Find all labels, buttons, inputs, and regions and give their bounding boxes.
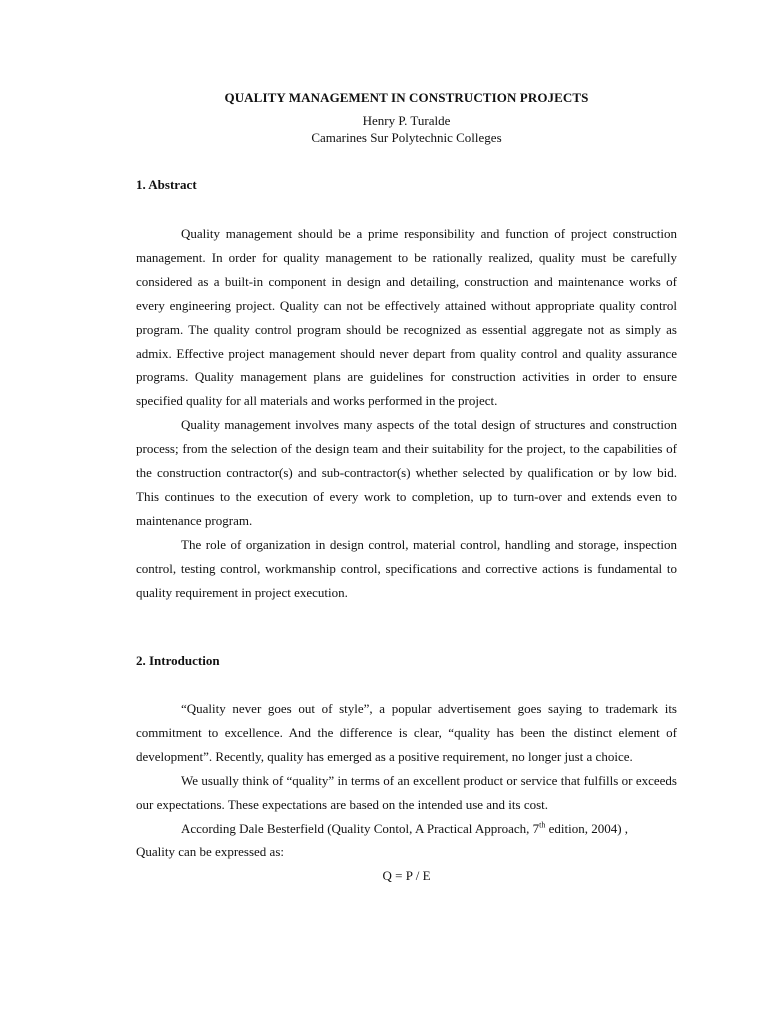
citation-line: [136, 817, 677, 841]
introduction-heading: 2. Introduction: [136, 653, 220, 668]
citation-text-end: edition, 2004) ,: [545, 820, 629, 836]
abstract-paragraph: Quality management should be a prime responsibility and function of project construction management. In order for quality management to be rationally realized, quality must be carefully considered as a built-in component in design and detailing, construction and maintenance works of every engineering project. Quality can not be effectively attained without appropriate quality control program. The quality control program should be recognized as essential aggregate not as simply as admix. Effective project management should never depart from quality control and quality assurance programs. Quality management plans are guidelines for construction activities in order to ensure specified quality for all materials and works performed in the project.: [136, 226, 677, 409]
abstract-paragraph: Quality management involves many aspects of the total design of structures and construction process; from the selection of the design team and their suitability for the project, to the capabilities of the construction contractor(s) and sub-contractor(s) whether selected by qualification or by low bid. This continues to the execution of every work to completion, up to turn-over and extends even to maintenance program.: [136, 417, 677, 528]
abstract-section: [136, 222, 677, 605]
abstract-paragraph: The role of organization in design control, material control, handling and storage, inspection control, testing control, workmanship control, specifications and corrective actions is fundamental to quality requirement in project execution.: [136, 536, 677, 600]
quality-equation: Q = P / E: [382, 868, 431, 884]
abstract-heading: 1. Abstract: [136, 177, 197, 192]
author-affiliation: Camarines Sur Polytechnic Colleges: [311, 130, 502, 145]
paper-title: QUALITY MANAGEMENT IN CONSTRUCTION PROJECTS: [224, 90, 589, 105]
citation-superscript: th: [539, 820, 546, 830]
introduction-paragraph: We usually think of “quality” in terms of an excellent product or service that fulfills or exceeds our expectations. These expectations are based on the intended use and its cost.: [136, 772, 677, 812]
continuation-line: Quality can be expressed as:: [136, 844, 285, 860]
author-block: [0, 112, 768, 146]
author-name: Henry P. Turalde: [362, 113, 451, 128]
citation-text: According Dale Besterfield (Quality Contol, A Practical Approach, 7: [181, 820, 540, 836]
introduction-section: [136, 697, 677, 888]
introduction-paragraph: “Quality never goes out of style”, a popular advertisement goes saying to trademark its commitment to excellence. And the difference is clear, “quality has been the distinct element of development”. Recently, quality has emerged as a positive requirement, no longer just a choice.: [136, 701, 677, 764]
